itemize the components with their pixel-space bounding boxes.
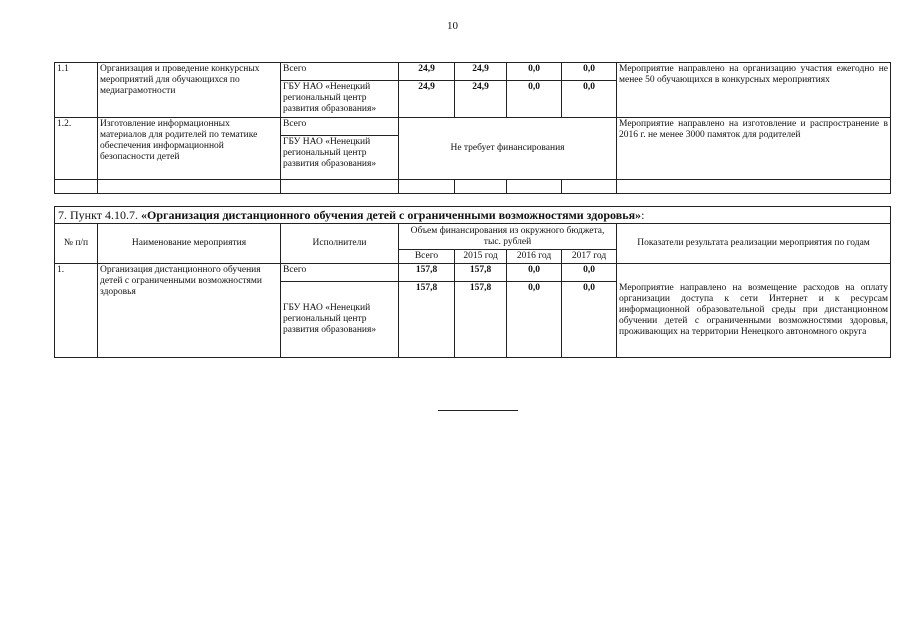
value-2016: 0,0 bbox=[507, 81, 562, 118]
header-2016: 2016 год bbox=[507, 250, 562, 264]
table-row bbox=[55, 118, 891, 136]
funding-table-continued bbox=[54, 62, 891, 194]
header-total: Всего bbox=[399, 250, 455, 264]
executor-org: ГБУ НАО «Ненецкий региональный центр развития образования» bbox=[281, 282, 399, 358]
empty-row bbox=[55, 180, 891, 194]
value-2015: 157,8 bbox=[455, 282, 507, 358]
value-2015: 157,8 bbox=[455, 264, 507, 282]
value-2015: 24,9 bbox=[455, 63, 507, 81]
activity-name: Организация и проведение конкурсных мероприятий для обучающихся по медиаграмотности bbox=[98, 63, 281, 118]
value-2017: 0,0 bbox=[562, 63, 617, 81]
row-number: 1. bbox=[55, 264, 98, 358]
executor-total: Всего bbox=[281, 63, 399, 81]
value-2016: 0,0 bbox=[507, 264, 562, 282]
table-row bbox=[55, 264, 891, 282]
header-name: Наименование мероприятия bbox=[98, 224, 281, 264]
table-row bbox=[55, 63, 891, 81]
activity-name: Организация дистанционного обучения детей с ограниченными возможностями здоровья bbox=[98, 264, 281, 358]
header-executors: Исполнители bbox=[281, 224, 399, 264]
funding-table-section-7 bbox=[54, 206, 891, 358]
value-total: 157,8 bbox=[399, 264, 455, 282]
executor-org: ГБУ НАО «Ненецкий региональный центр развития образования» bbox=[281, 81, 399, 118]
activity-name: Изготовление информационных материалов для родителей по тематике обеспечения информационной безопасности детей bbox=[98, 118, 281, 180]
executor-total: Всего bbox=[281, 118, 399, 136]
result-indicator: Мероприятие направлено на организацию участия ежегодно не менее 50 обучающихся в конкурсных мероприятиях bbox=[617, 63, 891, 118]
header-2015: 2015 год bbox=[455, 250, 507, 264]
header-indicators: Показатели результата реализации мероприятия по годам bbox=[617, 224, 891, 264]
value-total: 24,9 bbox=[399, 81, 455, 118]
executor-org: ГБУ НАО «Ненецкий региональный центр развития образования» bbox=[281, 136, 399, 180]
header-number: № п/п bbox=[55, 224, 98, 264]
value-2015: 24,9 bbox=[455, 81, 507, 118]
value-total: 157,8 bbox=[399, 282, 455, 358]
no-funding-note: Не требует финансирования bbox=[399, 118, 617, 180]
value-2017: 0,0 bbox=[562, 81, 617, 118]
end-rule bbox=[438, 410, 518, 411]
section-heading: 7. Пункт 4.10.7. «Организация дистанционного обучения детей с ограниченными возможностями здоровья»: bbox=[55, 207, 891, 224]
result-indicator: Мероприятие направлено на возмещение расходов на оплату организации доступа к сети Интернет и к ресурсам информационной образовательной среды при дистанционном обучении детей с ограниченными возможностями здоровья, проживающих на территории Ненецкого автономного округа bbox=[617, 264, 891, 358]
page-number: 10 bbox=[447, 20, 458, 32]
value-total: 24,9 bbox=[399, 63, 455, 81]
value-2017: 0,0 bbox=[562, 282, 617, 358]
executor-total: Всего bbox=[281, 264, 399, 282]
value-2016: 0,0 bbox=[507, 63, 562, 81]
value-2017: 0,0 bbox=[562, 264, 617, 282]
header-2017: 2017 год bbox=[562, 250, 617, 264]
value-2016: 0,0 bbox=[507, 282, 562, 358]
row-number: 1.2. bbox=[55, 118, 98, 180]
result-indicator: Мероприятие направлено на изготовление и распространение в 2016 г. не менее 3000 памяток для родителей bbox=[617, 118, 891, 180]
header-funding: Объем финансирования из окружного бюджета, тыс. рублей bbox=[399, 224, 617, 250]
row-number: 1.1 bbox=[55, 63, 98, 118]
